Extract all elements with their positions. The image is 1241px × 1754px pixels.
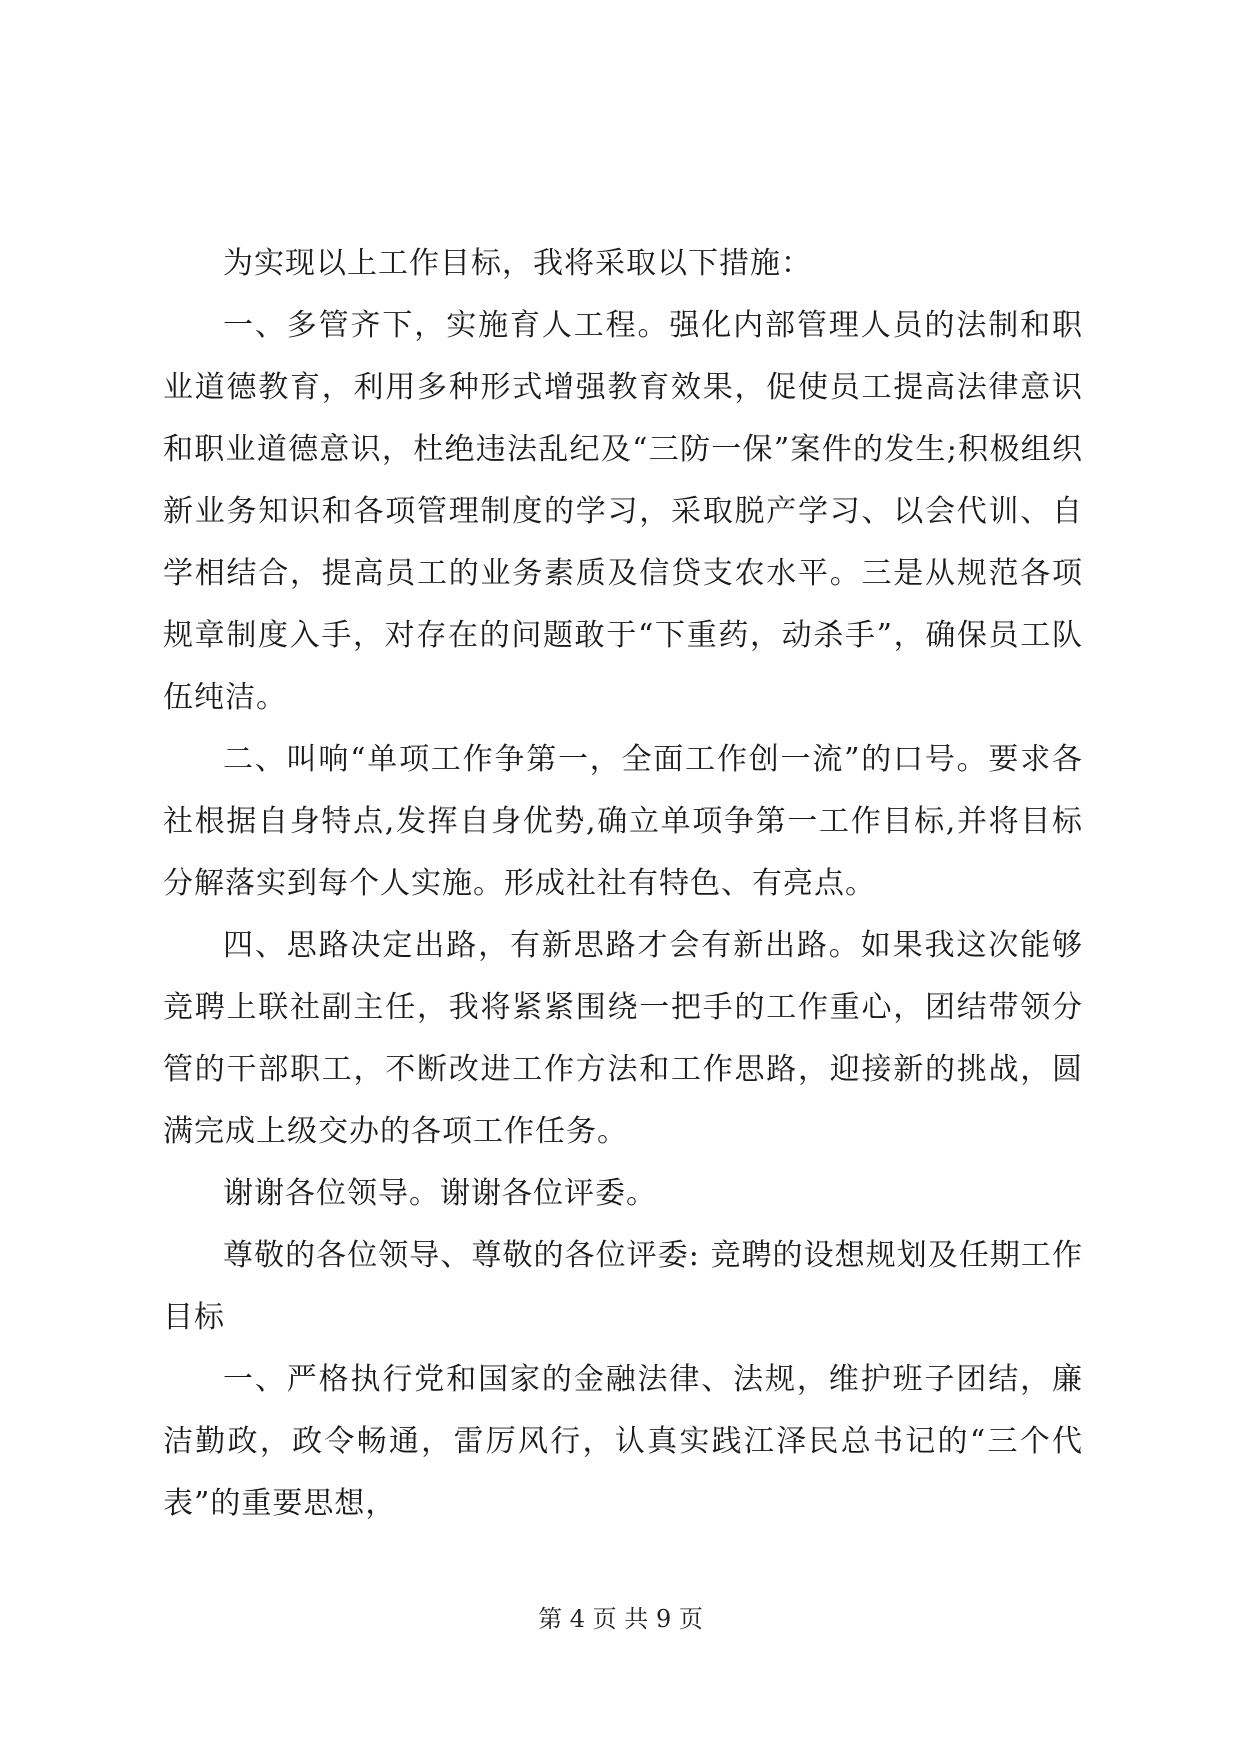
- document-body: [163, 233, 1083, 1535]
- paragraph-measure-one: 一、多管齐下，实施育人工程。强化内部管理人员的法制和职业道德教育，利用多种形式增强教育效果，促使员工提高法律意识和职业道德意识，杜绝违法乱纪及“三防一保”案件的发生;积极组织新业务知识和各项管理制度的学习，采取脱产学习、以会代训、自学相结合，提高员工的业务素质及信贷支农水平。三是从规范各项规章制度入手，对存在的问题敢于“下重药，动杀手”，确保员工队伍纯洁。: [163, 308, 1083, 715]
- paragraph-salutation: 尊敬的各位领导、尊敬的各位评委: 竞聘的设想规划及任期工作目标: [163, 1238, 1083, 1335]
- page-footer: 第 4 页 共 9 页: [538, 1605, 703, 1633]
- paragraph-measure-four: 四、思路决定出路，有新思路才会有新出路。如果我这次能够竞聘上联社副主任，我将紧紧围绕一把手的工作重心，团结带领分管的干部职工，不断改进工作方法和工作思路，迎接新的挑战，圆满完成上级交办的各项工作任务。: [163, 928, 1083, 1149]
- paragraph-goal-one: 一、严格执行党和国家的金融法律、法规，维护班子团结，廉洁勤政，政令畅通，雷厉风行，认真实践江泽民总书记的“三个代表”的重要思想，: [163, 1362, 1083, 1521]
- paragraph-thanks: 谢谢各位领导。谢谢各位评委。: [223, 1176, 657, 1211]
- paragraph-intro: 为实现以上工作目标，我将采取以下措施：: [223, 246, 812, 281]
- paragraph-measure-two: 二、叫响“单项工作争第一，全面工作创一流”的口号。要求各社根据自身特点,发挥自身优势,确立单项争第一工作目标,并将目标分解落实到每个人实施。形成社社有特色、有亮点。: [163, 742, 1083, 901]
